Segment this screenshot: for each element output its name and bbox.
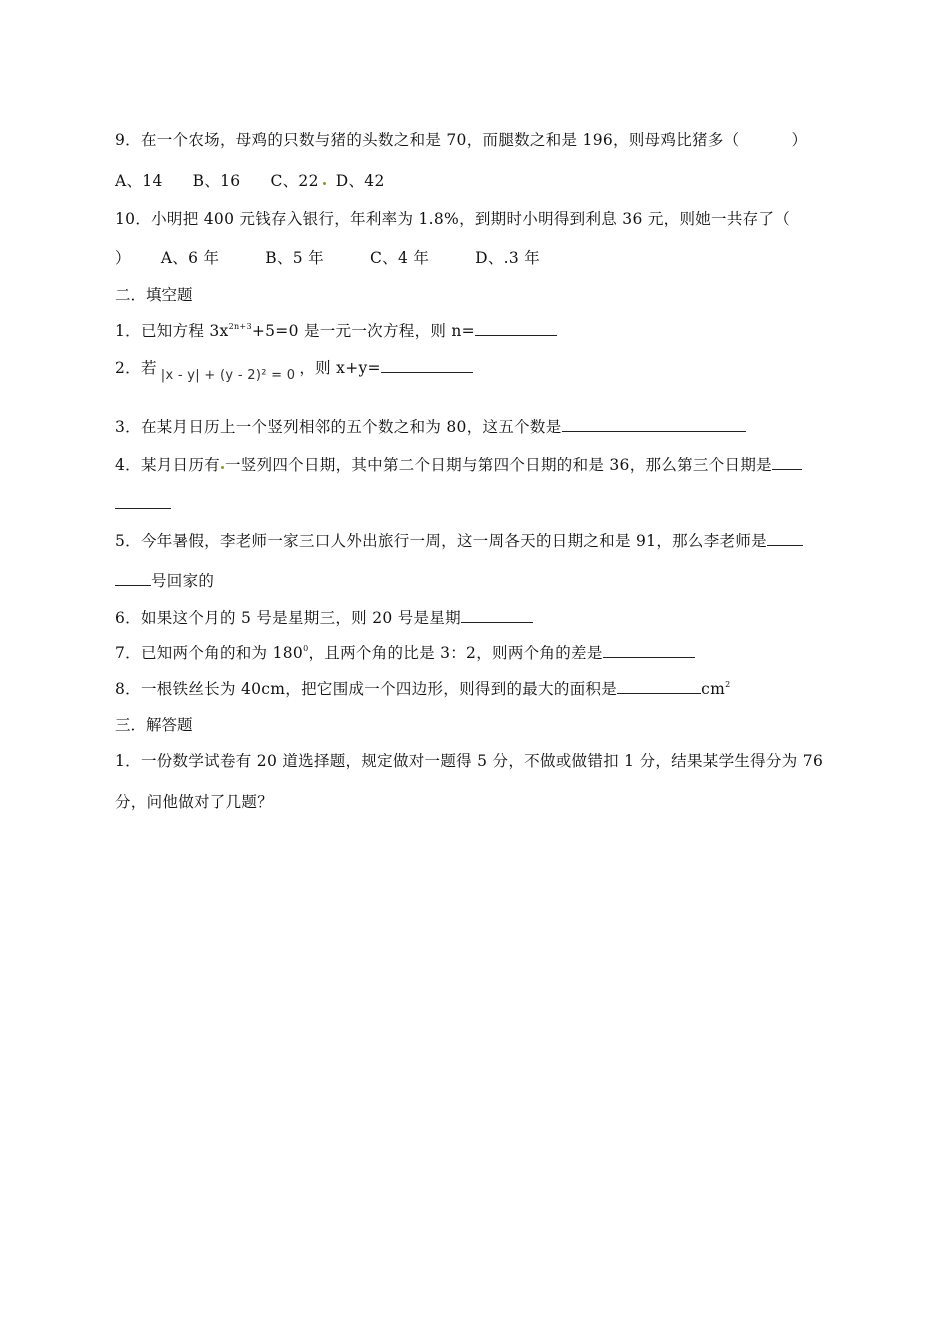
fill-q4-post: 一竖列四个日期，其中第二个日期与第四个日期的和是 36，那么第三个日期是 [224, 456, 772, 474]
question-10 [115, 207, 790, 229]
option-c: C、4 年 [369, 249, 430, 267]
answer-q1-line-2: 分，问他做对了几题？ [115, 793, 274, 811]
fill-question-2 [115, 356, 473, 383]
fill-question-4-continued [115, 494, 171, 513]
answer-blank[interactable] [767, 531, 803, 546]
fill-q1-exponent: 2n+3 [228, 322, 252, 331]
fill-question-6 [115, 606, 533, 628]
option-d: D、.3 年 [475, 249, 541, 267]
answer-blank[interactable] [115, 571, 151, 586]
question-9-options [115, 169, 385, 191]
fill-q3-text: 3．在某月日历上一个竖列相邻的五个数之和为 80，这五个数是 [115, 418, 562, 436]
answer-blank[interactable] [772, 455, 802, 470]
fill-q2-pre: 2．若 [115, 359, 157, 377]
question-9 [115, 128, 807, 150]
question-10-text: 10．小明把 400 元钱存入银行，年利率为 1.8%，到期时小明得到利息 36 元，则她一共存了（ [115, 210, 791, 228]
equation-image: |x - y| + (y - 2)² = 0 [160, 368, 296, 383]
fill-question-8 [115, 677, 730, 699]
fill-q1-post: +5=0 是一元一次方程，则 n= [251, 322, 475, 340]
fill-q7-post: ，且两个角的比是 3：2，则两个角的差是 [308, 644, 603, 662]
answer-q1-line-1: 1．一份数学试卷有 20 道选择题，规定做对一题得 5 分，不做或做错扣 1 分，结果某学生得分为 76 [115, 752, 824, 770]
answer-question-1 [115, 749, 823, 771]
answer-blank[interactable] [475, 321, 557, 336]
option-b: B、16 [192, 172, 241, 190]
fill-question-3 [115, 415, 746, 437]
degree-superscript: 0 [303, 644, 309, 653]
answer-question-1-continued [115, 790, 273, 812]
fill-q2-post: ，则 x+y= [299, 359, 381, 377]
fill-q1-pre: 1．已知方程 3x [115, 322, 229, 340]
option-a: A、14 [115, 172, 163, 190]
ink-dot [221, 466, 224, 469]
option-d: D、42 [335, 172, 385, 190]
question-9-close-paren: ） [791, 131, 808, 149]
ink-dot [323, 182, 326, 185]
unit-exponent: 2 [725, 680, 731, 689]
fill-question-1 [115, 319, 557, 341]
fill-q8-text: 8．一根铁丝长为 40cm，把它围成一个四边形，则得到的最大的面积是 [115, 680, 618, 698]
fill-question-5 [115, 529, 803, 551]
option-b: B、5 年 [265, 249, 324, 267]
answer-blank[interactable] [115, 494, 171, 509]
section-fill-in-title: 二．填空题 [115, 286, 193, 304]
fill-q7-pre: 7．已知两个角的和为 180 [115, 644, 304, 662]
fill-question-5-continued [115, 569, 214, 591]
section-answer-title: 三．解答题 [115, 716, 193, 734]
answer-blank[interactable] [617, 679, 701, 694]
question-10-options [115, 246, 540, 268]
fill-q5-continued-text: 号回家的 [151, 572, 215, 590]
fill-q5-text: 5．今年暑假，李老师一家三口人外出旅行一周，这一周各天的日期之和是 91，那么李老师是 [115, 532, 767, 550]
answer-blank[interactable] [461, 608, 533, 623]
question-9-text: 9．在一个农场，母鸡的只数与猪的头数之和是 70，而腿数之和是 196，则母鸡比猪多（ [115, 131, 740, 149]
answer-blank[interactable] [562, 417, 746, 432]
question-10-close-paren: ） [115, 249, 131, 267]
fill-q4-pre: 4．某月日历有 [115, 456, 220, 474]
unit-cm: cm [701, 680, 726, 698]
fill-question-7 [115, 641, 695, 663]
option-a: A、6 年 [160, 249, 220, 267]
answer-blank[interactable] [381, 358, 473, 373]
fill-question-4 [115, 453, 802, 475]
answer-blank[interactable] [603, 643, 695, 658]
option-c: C、22 [270, 172, 319, 190]
fill-q6-text: 6．如果这个月的 5 号是星期三，则 20 号是星期 [115, 609, 461, 627]
